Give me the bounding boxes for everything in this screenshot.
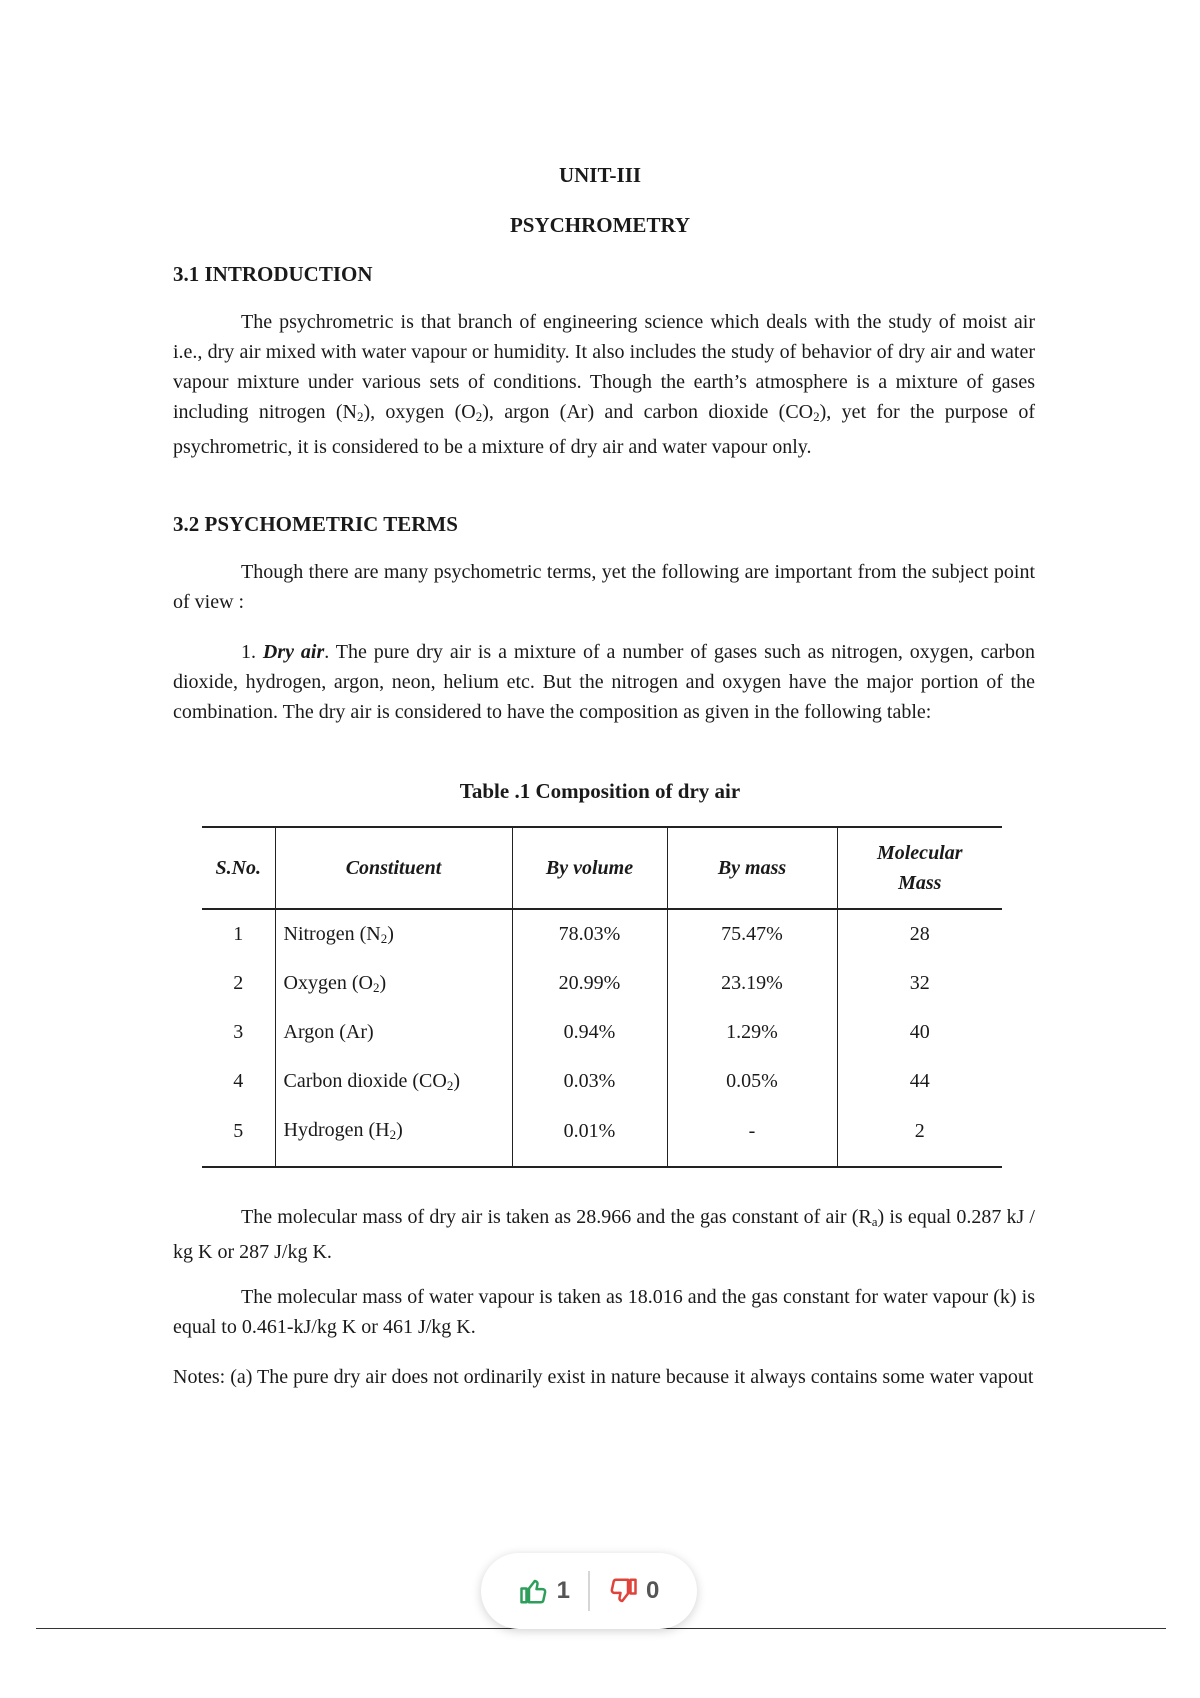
introduction-paragraph: The psychrometric is that branch of engineering science which deals with the study of moist air i.e., dry air mixed with water vapour or humidity. It also includes the study of behavior of dry air and water vapour mixture under various sets of conditions. Though the earth’s atmosphere is a mixture of gases including nitrogen $(N_2)$, oxygen $(O_2)$, argon (Ar) and carbon dioxide $(CO_2)$, yet for the purpose of psychrometric, it is considered to be a mixture of dry air and water vapour only. <box>173 311 1036 458</box>
section-heading-psychometric-terms: 3.2 PSYCHOMETRIC TERMS <box>173 512 458 536</box>
cell-mass: 0.05% <box>667 1057 837 1106</box>
section-heading-introduction: 3.1 INTRODUCTION <box>173 262 373 286</box>
notes-paragraph: Notes: (a) The pure dry air does not ordinarily exist in nature because it always contains some water vapout <box>173 1366 1034 1388</box>
table-row <box>202 1057 1002 1106</box>
header-constituent: Constituent <box>275 827 512 909</box>
cell-molecular-mass: 40 <box>909 1021 930 1043</box>
cell-constituent: Carbon dioxide $(CO_2)$ <box>275 1057 512 1106</box>
cell-volume: 20.99% <box>512 959 667 1008</box>
like-button[interactable] <box>501 1576 588 1606</box>
header-sno: S.No. <box>202 827 275 909</box>
thumbs-up-icon <box>519 1576 549 1606</box>
table-row <box>202 959 1002 1008</box>
cell-mass: - <box>667 1106 837 1167</box>
header-by-volume: By volume <box>512 827 667 909</box>
cell-sno: 1 <box>202 909 275 959</box>
cell-constituent: Oxygen $(O_2)$ <box>275 959 512 1008</box>
cell-constituent: Argon (Ar) <box>275 1008 512 1057</box>
cell-mass: 23.19% <box>667 959 837 1008</box>
cell-constituent: Nitrogen $(N_2)$ <box>275 909 512 959</box>
cell-sno: 2 <box>202 959 275 1008</box>
dry-air-term: Dry air <box>262 641 325 663</box>
cell-sno: 5 <box>202 1106 275 1167</box>
header-molecular-mass: Molecular Mass <box>837 827 1002 909</box>
cell-mass: 1.29% <box>667 1008 837 1057</box>
cell-volume: 0.94% <box>512 1008 667 1057</box>
table-caption: Table .1 Composition of dry air <box>459 779 741 803</box>
like-count: 1 <box>556 1577 570 1604</box>
dry-air-constants-paragraph: The molecular mass of dry air is taken as 28.966 and the gas constant of air $(R_a)$ is equal 0.287 kJ / kg K or 287 J/kg K. <box>173 1206 1035 1263</box>
water-vapour-paragraph: The molecular mass of water vapour is taken as 18.016 and the gas constant for water vapour (k) is equal to 0.461-kJ/kg K or 461 J/kg K. <box>173 1286 1035 1338</box>
table-row <box>202 909 1002 959</box>
cell-volume: 0.01% <box>512 1106 667 1167</box>
dislike-button[interactable] <box>590 1576 677 1606</box>
cell-mass: 75.47% <box>667 909 837 959</box>
terms-intro-paragraph: Though there are many psychometric terms, yet the following are important from the subject point of view : <box>173 561 1035 613</box>
thumbs-down-icon <box>608 1576 638 1606</box>
cell-volume: 78.03% <box>512 909 667 959</box>
cell-molecular-mass: 32 <box>909 972 930 994</box>
composition-table <box>202 826 1002 1168</box>
table-row <box>202 1008 1002 1057</box>
header-by-mass: By mass <box>667 827 837 909</box>
cell-sno: 4 <box>202 1057 275 1106</box>
table-header-row <box>202 827 1002 909</box>
chapter-title: PSYCHROMETRY <box>509 213 691 237</box>
cell-molecular-mass: 44 <box>909 1070 930 1092</box>
cell-sno: 3 <box>202 1008 275 1057</box>
cell-constituent: Hydrogen $(H_2)$ <box>275 1106 512 1167</box>
table-row <box>202 1106 1002 1167</box>
unit-title: UNIT-III <box>558 163 642 187</box>
cell-volume: 0.03% <box>512 1057 667 1106</box>
dry-air-paragraph: 1. Dry air. The pure dry air is a mixture of a number of gases such as nitrogen, oxygen, carbon dioxide, hydrogen, argon, neon, helium etc. But the nitrogen and oxygen have the major portion of the combination. The dry air is considered to have the composition as given in the following table: <box>173 641 1035 723</box>
vote-widget <box>481 1553 697 1629</box>
cell-molecular-mass: 28 <box>909 923 930 945</box>
cell-molecular-mass: 2 <box>837 1106 1002 1167</box>
dislike-count: 0 <box>646 1577 660 1604</box>
